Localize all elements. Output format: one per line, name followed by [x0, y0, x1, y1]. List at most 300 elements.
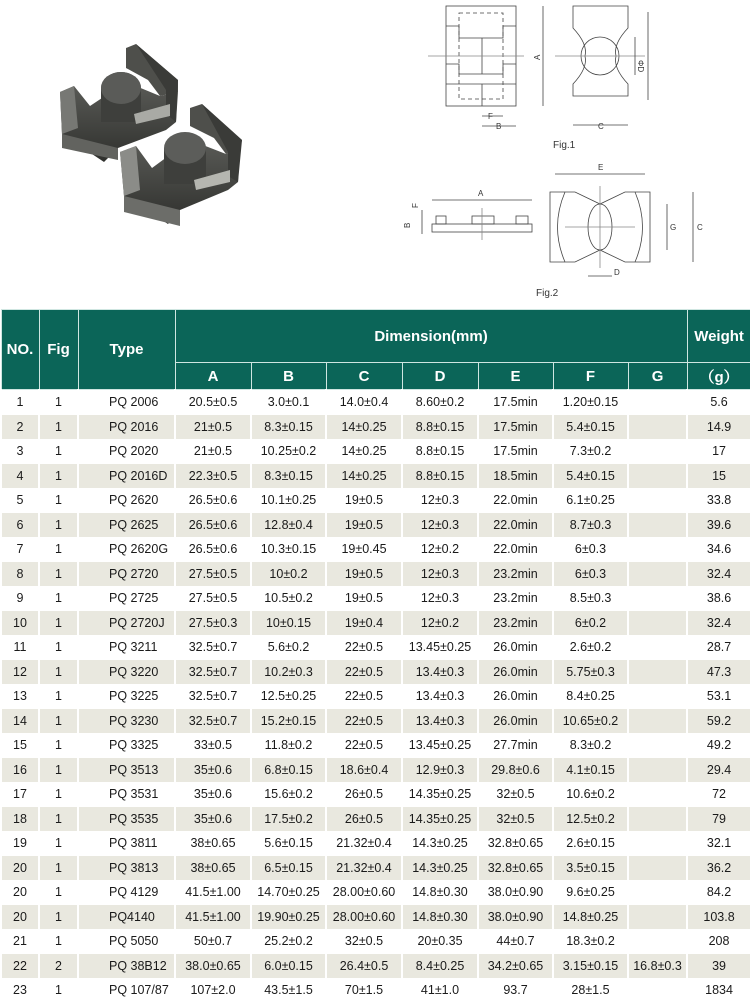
cell-no: 13 — [1, 684, 39, 709]
cell-fig: 1 — [39, 586, 78, 611]
cell-dim-b: 10.25±0.2 — [251, 439, 326, 464]
table-row — [1, 684, 750, 709]
cell-weight: 39.6 — [687, 513, 750, 538]
cell-dim-g — [628, 415, 687, 440]
cell-dim-g — [628, 880, 687, 905]
cell-dim-c: 14±0.25 — [326, 415, 402, 440]
cell-type: PQ 2006 — [78, 390, 175, 415]
cell-type: PQ 3220 — [78, 660, 175, 685]
cell-dim-d: 13.45±0.25 — [402, 733, 478, 758]
cell-fig: 1 — [39, 562, 78, 587]
cell-dim-d: 8.8±0.15 — [402, 464, 478, 489]
cell-dim-d: 14.35±0.25 — [402, 807, 478, 832]
cell-dim-d: 41±1.0 — [402, 978, 478, 1003]
cell-dim-f: 8.4±0.25 — [553, 684, 628, 709]
svg-text:B: B — [496, 122, 502, 131]
cell-dim-a: 107±2.0 — [175, 978, 251, 1003]
cell-dim-a: 21±0.5 — [175, 415, 251, 440]
cell-dim-f: 14.8±0.25 — [553, 905, 628, 930]
cell-fig: 1 — [39, 856, 78, 881]
cell-dim-a: 26.5±0.6 — [175, 488, 251, 513]
cell-no: 20 — [1, 880, 39, 905]
cell-weight: 72 — [687, 782, 750, 807]
cell-dim-d: 12±0.2 — [402, 537, 478, 562]
svg-text:E: E — [598, 163, 604, 172]
cell-dim-f: 2.6±0.2 — [553, 635, 628, 660]
cell-weight: 32.4 — [687, 611, 750, 636]
table-row — [1, 464, 750, 489]
table-row — [1, 488, 750, 513]
cell-no: 7 — [1, 537, 39, 562]
cell-dim-g — [628, 929, 687, 954]
svg-text:ΦD: ΦD — [636, 60, 645, 73]
cell-dim-d: 12±0.3 — [402, 586, 478, 611]
cell-dim-c: 70±1.5 — [326, 978, 402, 1003]
cell-dim-g — [628, 807, 687, 832]
cell-dim-b: 15.2±0.15 — [251, 709, 326, 734]
table-row — [1, 856, 750, 881]
svg-text:C: C — [697, 223, 703, 232]
cell-dim-b: 6.5±0.15 — [251, 856, 326, 881]
cell-dim-a: 38±0.65 — [175, 831, 251, 856]
cell-type: PQ 2720 — [78, 562, 175, 587]
cell-fig: 1 — [39, 464, 78, 489]
cell-dim-b: 8.3±0.15 — [251, 464, 326, 489]
cell-no: 9 — [1, 586, 39, 611]
cell-dim-c: 22±0.5 — [326, 684, 402, 709]
cell-dim-a: 33±0.5 — [175, 733, 251, 758]
cell-dim-c: 22±0.5 — [326, 733, 402, 758]
cell-no: 17 — [1, 782, 39, 807]
cell-type: PQ4140 — [78, 905, 175, 930]
cell-dim-g — [628, 513, 687, 538]
table-row — [1, 439, 750, 464]
cell-weight: 47.3 — [687, 660, 750, 685]
cell-dim-b: 12.8±0.4 — [251, 513, 326, 538]
cell-dim-a: 32.5±0.7 — [175, 660, 251, 685]
cell-no: 12 — [1, 660, 39, 685]
cell-no: 19 — [1, 831, 39, 856]
cell-dim-b: 3.0±0.1 — [251, 390, 326, 415]
header-type: Type — [78, 310, 175, 390]
cell-weight: 36.2 — [687, 856, 750, 881]
cell-dim-b: 14.70±0.25 — [251, 880, 326, 905]
cell-dim-g — [628, 782, 687, 807]
cell-dim-f: 10.65±0.2 — [553, 709, 628, 734]
table-row — [1, 562, 750, 587]
cell-dim-e: 17.5min — [478, 390, 553, 415]
cell-dim-d: 14.8±0.30 — [402, 880, 478, 905]
cell-no: 20 — [1, 905, 39, 930]
cell-no: 14 — [1, 709, 39, 734]
cell-dim-e: 22.0min — [478, 537, 553, 562]
svg-text:A: A — [533, 54, 542, 60]
cell-dim-e: 26.0min — [478, 660, 553, 685]
cell-weight: 53.1 — [687, 684, 750, 709]
cell-dim-b: 10±0.15 — [251, 611, 326, 636]
cell-fig: 1 — [39, 513, 78, 538]
cell-dim-d: 14.35±0.25 — [402, 782, 478, 807]
cell-no: 22 — [1, 954, 39, 979]
cell-dim-b: 6.8±0.15 — [251, 758, 326, 783]
cell-fig: 1 — [39, 660, 78, 685]
cell-no: 4 — [1, 464, 39, 489]
cell-dim-e: 17.5min — [478, 415, 553, 440]
cell-type: PQ 3813 — [78, 856, 175, 881]
cell-dim-b: 6.0±0.15 — [251, 954, 326, 979]
cell-type: PQ 107/87 — [78, 978, 175, 1003]
cell-dim-e: 32.8±0.65 — [478, 856, 553, 881]
cell-dim-d: 14.3±0.25 — [402, 831, 478, 856]
cell-type: PQ 4129 — [78, 880, 175, 905]
cell-weight: 38.6 — [687, 586, 750, 611]
cell-dim-f: 3.15±0.15 — [553, 954, 628, 979]
cell-fig: 1 — [39, 488, 78, 513]
header-dim-a: A — [175, 363, 251, 390]
cell-dim-e: 22.0min — [478, 488, 553, 513]
cell-weight: 84.2 — [687, 880, 750, 905]
cell-dim-g — [628, 537, 687, 562]
cell-dim-g — [628, 586, 687, 611]
cell-dim-a: 20.5±0.5 — [175, 390, 251, 415]
cell-dim-f: 8.3±0.2 — [553, 733, 628, 758]
cell-dim-b: 19.90±0.25 — [251, 905, 326, 930]
cell-weight: 32.1 — [687, 831, 750, 856]
cell-weight: 103.8 — [687, 905, 750, 930]
cell-fig: 1 — [39, 439, 78, 464]
cell-dim-f: 8.5±0.3 — [553, 586, 628, 611]
cell-fig: 1 — [39, 758, 78, 783]
cell-type: PQ 3211 — [78, 635, 175, 660]
fig2-drawing — [400, 150, 730, 305]
cell-no: 16 — [1, 758, 39, 783]
svg-text:B: B — [403, 222, 412, 228]
cell-dim-a: 41.5±1.00 — [175, 905, 251, 930]
cell-type: PQ 2720J — [78, 611, 175, 636]
cell-fig: 1 — [39, 537, 78, 562]
cell-dim-e: 32.8±0.65 — [478, 831, 553, 856]
svg-text:G: G — [670, 223, 677, 232]
cell-dim-e: 23.2min — [478, 586, 553, 611]
cell-dim-c: 28.00±0.60 — [326, 880, 402, 905]
table-row — [1, 611, 750, 636]
cell-type: PQ 3325 — [78, 733, 175, 758]
cell-dim-c: 19±0.4 — [326, 611, 402, 636]
fig1-drawing — [400, 0, 650, 155]
cell-dim-g — [628, 464, 687, 489]
cell-no: 20 — [1, 856, 39, 881]
cell-no: 23 — [1, 978, 39, 1003]
cell-no: 6 — [1, 513, 39, 538]
cell-dim-b: 8.3±0.15 — [251, 415, 326, 440]
cell-dim-c: 19±0.5 — [326, 513, 402, 538]
cell-no: 5 — [1, 488, 39, 513]
cell-dim-c: 32±0.5 — [326, 929, 402, 954]
cell-no: 11 — [1, 635, 39, 660]
cell-dim-c: 19±0.5 — [326, 488, 402, 513]
table-row — [1, 635, 750, 660]
svg-text:A: A — [478, 189, 484, 198]
svg-text:F: F — [411, 203, 420, 208]
cell-dim-d: 8.8±0.15 — [402, 439, 478, 464]
cell-dim-a: 27.5±0.5 — [175, 562, 251, 587]
cell-weight: 15 — [687, 464, 750, 489]
cell-dim-b: 43.5±1.5 — [251, 978, 326, 1003]
cell-dim-d: 12.9±0.3 — [402, 758, 478, 783]
cell-dim-c: 19±0.45 — [326, 537, 402, 562]
cell-dim-g — [628, 856, 687, 881]
cell-dim-b: 25.2±0.2 — [251, 929, 326, 954]
cell-dim-d: 12±0.3 — [402, 513, 478, 538]
cell-dim-b: 17.5±0.2 — [251, 807, 326, 832]
cell-dim-b: 10.3±0.15 — [251, 537, 326, 562]
table-row — [1, 586, 750, 611]
cell-dim-f: 9.6±0.25 — [553, 880, 628, 905]
cell-weight: 14.9 — [687, 415, 750, 440]
cell-fig: 1 — [39, 831, 78, 856]
cell-weight: 79 — [687, 807, 750, 832]
cell-dim-c: 14±0.25 — [326, 464, 402, 489]
cell-dim-a: 41.5±1.00 — [175, 880, 251, 905]
header-dim-b: B — [251, 363, 326, 390]
cell-dim-e: 23.2min — [478, 562, 553, 587]
table-row — [1, 954, 750, 979]
cell-fig: 1 — [39, 415, 78, 440]
cell-dim-a: 22.3±0.5 — [175, 464, 251, 489]
cell-type: PQ 2725 — [78, 586, 175, 611]
cell-dim-g — [628, 831, 687, 856]
cell-type: PQ 3230 — [78, 709, 175, 734]
cell-dim-a: 32.5±0.7 — [175, 635, 251, 660]
cell-dim-a: 27.5±0.3 — [175, 611, 251, 636]
cell-dim-g: 16.8±0.3 — [628, 954, 687, 979]
cell-type: PQ 2016 — [78, 415, 175, 440]
cell-dim-b: 12.5±0.25 — [251, 684, 326, 709]
cell-weight: 5.6 — [687, 390, 750, 415]
table-row — [1, 733, 750, 758]
cell-dim-a: 32.5±0.7 — [175, 709, 251, 734]
cell-dim-f: 1.20±0.15 — [553, 390, 628, 415]
cell-weight: 17 — [687, 439, 750, 464]
cell-dim-f: 5.4±0.15 — [553, 415, 628, 440]
cell-dim-f: 4.1±0.15 — [553, 758, 628, 783]
cell-weight: 34.6 — [687, 537, 750, 562]
cell-dim-e: 44±0.7 — [478, 929, 553, 954]
cell-dim-e: 93.7 — [478, 978, 553, 1003]
table-row — [1, 807, 750, 832]
cell-dim-e: 23.2min — [478, 611, 553, 636]
cell-dim-a: 27.5±0.5 — [175, 586, 251, 611]
cell-dim-c: 22±0.5 — [326, 660, 402, 685]
cell-dim-f: 6±0.3 — [553, 562, 628, 587]
header-dim-f: F — [553, 363, 628, 390]
cell-dim-e: 32±0.5 — [478, 807, 553, 832]
cell-no: 2 — [1, 415, 39, 440]
cell-fig: 1 — [39, 709, 78, 734]
cell-type: PQ 2016D — [78, 464, 175, 489]
cell-type: PQ 3811 — [78, 831, 175, 856]
cell-dim-d: 12±0.3 — [402, 562, 478, 587]
svg-text:F: F — [488, 112, 493, 121]
cell-dim-g — [628, 684, 687, 709]
cell-dim-c: 22±0.5 — [326, 709, 402, 734]
cell-dim-f: 8.7±0.3 — [553, 513, 628, 538]
table-row — [1, 513, 750, 538]
cell-dim-f: 5.75±0.3 — [553, 660, 628, 685]
cell-dim-f: 10.6±0.2 — [553, 782, 628, 807]
svg-text:C: C — [598, 122, 604, 131]
fig2-caption: Fig.2 — [536, 288, 559, 299]
cell-dim-g — [628, 758, 687, 783]
cell-type: PQ 2620 — [78, 488, 175, 513]
cell-dim-d: 13.4±0.3 — [402, 709, 478, 734]
cell-dim-c: 21.32±0.4 — [326, 856, 402, 881]
table-row — [1, 782, 750, 807]
cell-fig: 1 — [39, 782, 78, 807]
cell-dim-c: 18.6±0.4 — [326, 758, 402, 783]
cell-dim-g — [628, 733, 687, 758]
cell-dim-a: 35±0.6 — [175, 807, 251, 832]
cell-dim-f: 6.1±0.25 — [553, 488, 628, 513]
cell-dim-e: 27.7min — [478, 733, 553, 758]
cell-type: PQ 3535 — [78, 807, 175, 832]
table-row — [1, 758, 750, 783]
cell-dim-g — [628, 709, 687, 734]
cell-dim-f: 7.3±0.2 — [553, 439, 628, 464]
cell-dim-d: 8.60±0.2 — [402, 390, 478, 415]
pq-core-spec-table — [0, 309, 750, 1003]
cell-dim-e: 38.0±0.90 — [478, 880, 553, 905]
cell-fig: 1 — [39, 733, 78, 758]
cell-dim-b: 5.6±0.15 — [251, 831, 326, 856]
cell-weight: 28.7 — [687, 635, 750, 660]
cell-dim-a: 26.5±0.6 — [175, 513, 251, 538]
header-dim-d: D — [402, 363, 478, 390]
cell-type: PQ 2625 — [78, 513, 175, 538]
cell-dim-c: 14.0±0.4 — [326, 390, 402, 415]
cell-fig: 1 — [39, 905, 78, 930]
cell-fig: 1 — [39, 390, 78, 415]
cell-dim-d: 12±0.2 — [402, 611, 478, 636]
cell-dim-f: 12.5±0.2 — [553, 807, 628, 832]
table-row — [1, 978, 750, 1003]
cell-dim-a: 38.0±0.65 — [175, 954, 251, 979]
header-dimension: Dimension(mm) — [175, 310, 687, 363]
cell-weight: 1834 — [687, 978, 750, 1003]
header-dim-c: C — [326, 363, 402, 390]
cell-fig: 1 — [39, 880, 78, 905]
table-row — [1, 831, 750, 856]
cell-dim-f: 6±0.2 — [553, 611, 628, 636]
cell-dim-c: 28.00±0.60 — [326, 905, 402, 930]
cell-dim-c: 19±0.5 — [326, 562, 402, 587]
cell-dim-c: 19±0.5 — [326, 586, 402, 611]
table-row — [1, 415, 750, 440]
cell-no: 10 — [1, 611, 39, 636]
cell-dim-e: 26.0min — [478, 709, 553, 734]
cell-weight: 49.2 — [687, 733, 750, 758]
cell-fig: 1 — [39, 807, 78, 832]
cell-dim-d: 14.8±0.30 — [402, 905, 478, 930]
table-row — [1, 709, 750, 734]
cell-dim-d: 13.4±0.3 — [402, 684, 478, 709]
cell-dim-a: 50±0.7 — [175, 929, 251, 954]
cell-fig: 1 — [39, 635, 78, 660]
cell-dim-g — [628, 562, 687, 587]
cell-dim-a: 35±0.6 — [175, 758, 251, 783]
header-fig: Fig — [39, 310, 78, 390]
cell-dim-f: 18.3±0.2 — [553, 929, 628, 954]
table-row — [1, 905, 750, 930]
cell-no: 8 — [1, 562, 39, 587]
cell-no: 3 — [1, 439, 39, 464]
cell-no: 15 — [1, 733, 39, 758]
cell-fig: 1 — [39, 684, 78, 709]
cell-dim-e: 34.2±0.65 — [478, 954, 553, 979]
cell-dim-f: 2.6±0.15 — [553, 831, 628, 856]
table-row — [1, 537, 750, 562]
cell-dim-c: 14±0.25 — [326, 439, 402, 464]
cell-dim-b: 5.6±0.2 — [251, 635, 326, 660]
cell-dim-g — [628, 978, 687, 1003]
cell-dim-g — [628, 488, 687, 513]
cell-dim-e: 17.5min — [478, 439, 553, 464]
cell-dim-c: 21.32±0.4 — [326, 831, 402, 856]
cell-fig: 2 — [39, 954, 78, 979]
cell-dim-g — [628, 390, 687, 415]
table-row — [1, 390, 750, 415]
cell-type: PQ 5050 — [78, 929, 175, 954]
cell-dim-e: 32±0.5 — [478, 782, 553, 807]
table-row — [1, 660, 750, 685]
cell-dim-g — [628, 905, 687, 930]
cell-dim-c: 26±0.5 — [326, 782, 402, 807]
cell-type: PQ 3225 — [78, 684, 175, 709]
cell-dim-e: 26.0min — [478, 684, 553, 709]
cell-fig: 1 — [39, 611, 78, 636]
table-row — [1, 929, 750, 954]
cell-dim-g — [628, 611, 687, 636]
header-dim-g: G — [628, 363, 687, 390]
cell-dim-d: 13.45±0.25 — [402, 635, 478, 660]
cell-weight: 33.8 — [687, 488, 750, 513]
cell-dim-f: 6±0.3 — [553, 537, 628, 562]
cell-dim-c: 22±0.5 — [326, 635, 402, 660]
cell-type: PQ 2020 — [78, 439, 175, 464]
header-weight-unit: （g） — [687, 363, 750, 390]
header-dim-e: E — [478, 363, 553, 390]
table-body — [1, 390, 750, 1003]
cell-dim-b: 15.6±0.2 — [251, 782, 326, 807]
cell-dim-e: 26.0min — [478, 635, 553, 660]
cell-dim-f: 5.4±0.15 — [553, 464, 628, 489]
cell-fig: 1 — [39, 978, 78, 1003]
cell-dim-a: 32.5±0.7 — [175, 684, 251, 709]
fig1-caption: Fig.1 — [553, 140, 576, 151]
header-no: NO. — [1, 310, 39, 390]
cell-dim-f: 28±1.5 — [553, 978, 628, 1003]
cell-no: 18 — [1, 807, 39, 832]
cell-dim-e: 18.5min — [478, 464, 553, 489]
cell-fig: 1 — [39, 929, 78, 954]
cell-weight: 32.4 — [687, 562, 750, 587]
cell-dim-b: 10±0.2 — [251, 562, 326, 587]
cell-type: PQ 38B12 — [78, 954, 175, 979]
cell-dim-e: 38.0±0.90 — [478, 905, 553, 930]
cell-dim-e: 29.8±0.6 — [478, 758, 553, 783]
cell-dim-c: 26.4±0.5 — [326, 954, 402, 979]
cell-dim-g — [628, 660, 687, 685]
